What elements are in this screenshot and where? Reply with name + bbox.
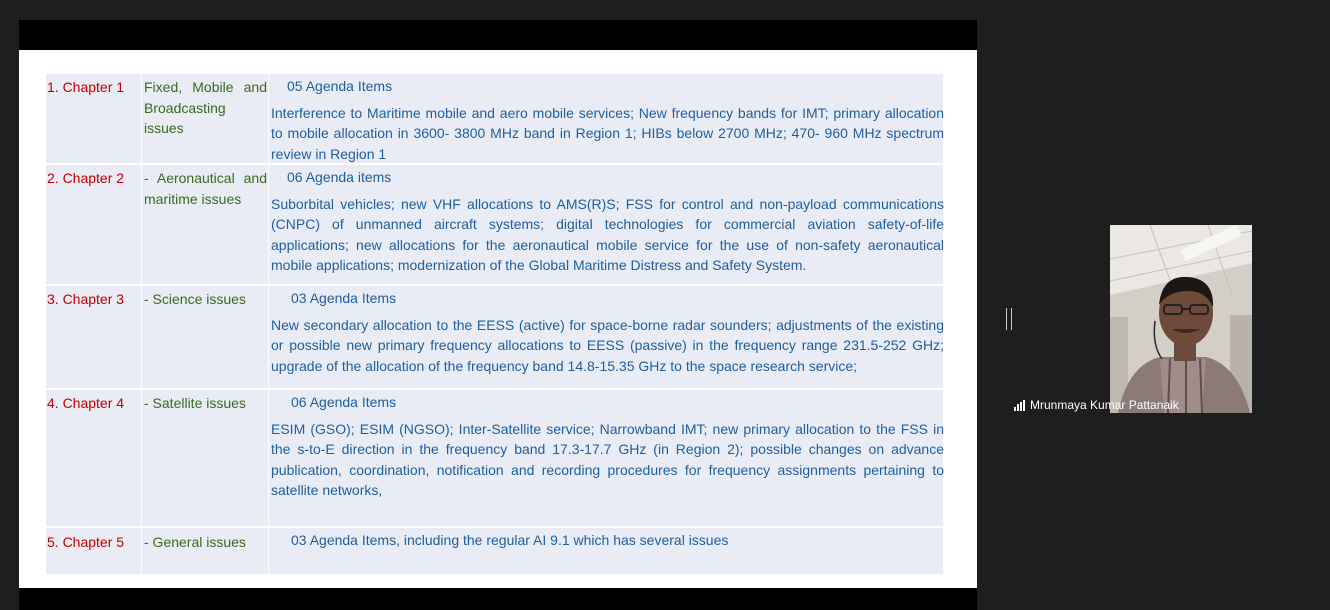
chapter-label: 3. Chapter 3 — [47, 291, 125, 307]
topic-cell — [141, 165, 269, 284]
table-row — [46, 74, 943, 165]
table-row — [46, 286, 943, 390]
agenda-count: 03 Agenda Items — [291, 290, 397, 306]
agenda-description: Interference to Maritime mobile and aero mobile services; New frequency bands for IMT; primary allocation to mobile allocation in 3600- 3800 MHz band in Region 1; HIBs below 2700 MHz; 470- 960 MHz spectrum review in Region 1 — [271, 105, 944, 162]
topic-label: - Aeronautical and maritime issues — [144, 170, 267, 207]
chapter-label: 2. Chapter 2 — [47, 170, 125, 186]
presentation-slide — [19, 50, 977, 588]
chapter-cell — [46, 528, 141, 574]
agenda-count: 06 Agenda items — [287, 169, 392, 185]
topic-cell — [141, 74, 269, 163]
topic-cell — [141, 390, 269, 526]
chapter-cell — [46, 74, 141, 163]
details-cell — [268, 286, 944, 388]
participant-video-feed — [1110, 225, 1252, 413]
agenda-count: 05 Agenda Items — [287, 78, 393, 94]
agenda-count: 06 Agenda Items — [291, 394, 397, 410]
table-row — [46, 390, 943, 528]
chapter-cell — [46, 390, 141, 526]
agenda-table — [46, 74, 943, 574]
agenda-description: New secondary allocation to the EESS (active) for space-borne radar sounders; adjustments of the existing or possible new primary frequency allocations to EESS (passive) in the frequency range 231.5-252 GHz; upgrade of the allocation of the frequency band 14.8-15.35 GHz to the space research service; — [271, 317, 944, 374]
topic-label: - General issues — [144, 534, 246, 550]
chapter-cell — [46, 165, 141, 284]
agenda-count: 03 Agenda Items, including the regular AI 9.1 which has several issues — [291, 532, 729, 548]
agenda-description: ESIM (GSO); ESIM (NGSO); Inter-Satellite service; Narrowband IMT; new primary allocation to the FSS in the s-to-E direction in the frequency band 17.3-17.7 GHz (in Region 2); possible changes on advance publication, coordination, notification and recording procedures for frequency assignments pertaining to satellite networks, — [271, 421, 944, 499]
details-cell — [268, 74, 944, 163]
table-row — [46, 528, 943, 574]
participant-video[interactable] — [1110, 225, 1252, 413]
topic-cell — [141, 286, 269, 388]
topic-cell — [141, 528, 269, 574]
chapter-cell — [46, 286, 141, 388]
participant-name-tag — [1014, 396, 1179, 414]
participant-name: Mrunmaya Kumar Pattanaik — [1030, 398, 1179, 412]
panel-resize-handle[interactable] — [1006, 308, 1012, 330]
signal-bars-icon — [1014, 400, 1025, 411]
details-cell — [268, 165, 944, 284]
chapter-label: 1. Chapter 1 — [47, 79, 125, 95]
table-row — [46, 165, 943, 286]
topic-label: - Satellite issues — [144, 395, 246, 411]
chapter-label: 4. Chapter 4 — [47, 395, 125, 411]
topic-label: - Science issues — [144, 291, 246, 307]
topic-label: Fixed, Mobile and Broadcasting issues — [144, 79, 267, 136]
agenda-description: Suborbital vehicles; new VHF allocations to AMS(R)S; FSS for control and non-payload communications (CNPC) of unmanned aircraft systems; digital technologies for commercial aviation safety-of-life applications; new allocations for the aeronautical mobile service for the use of non-safety aeronautical mobile applications; modernization of the Global Maritime Distress and Safety System. — [271, 196, 944, 274]
details-cell — [268, 528, 944, 574]
chapter-label: 5. Chapter 5 — [47, 534, 125, 550]
details-cell — [268, 390, 944, 526]
